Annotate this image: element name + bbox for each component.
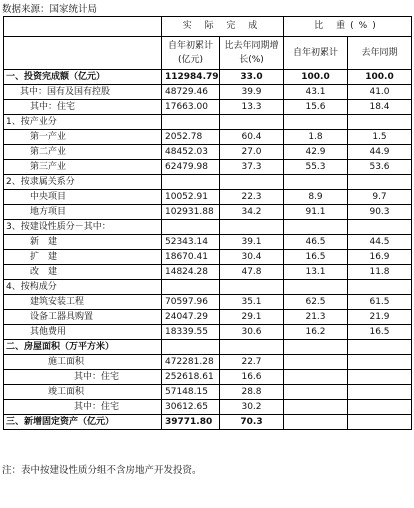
- header-blank-2: [4, 37, 162, 70]
- header-row-columns: [4, 37, 412, 70]
- cell-share-prev: [348, 385, 412, 400]
- row-label: 第三产业: [4, 160, 162, 175]
- cell-yoy: 35.1: [220, 295, 284, 310]
- row-label: 二、房屋面积（万平方米）: [4, 340, 162, 355]
- header-yoy-growth: 比去年同期增长(%): [220, 37, 284, 70]
- cell-ytd: 48452.03: [162, 145, 220, 160]
- cell-ytd: [162, 175, 220, 190]
- table-row: [4, 190, 412, 205]
- cell-share-prev: 18.4: [348, 100, 412, 115]
- cell-ytd: 472281.28: [162, 355, 220, 370]
- row-label: 其他费用: [4, 325, 162, 340]
- cell-share-prev: 41.0: [348, 85, 412, 100]
- cell-yoy: 34.2: [220, 205, 284, 220]
- cell-yoy: 39.9: [220, 85, 284, 100]
- cell-ytd: 14824.28: [162, 265, 220, 280]
- cell-share-ytd: 16.5: [284, 250, 348, 265]
- table-row: [4, 280, 412, 295]
- cell-yoy: 47.8: [220, 265, 284, 280]
- cell-share-ytd: 43.1: [284, 85, 348, 100]
- cell-share-prev: 44.5: [348, 235, 412, 250]
- cell-yoy: 28.8: [220, 385, 284, 400]
- row-label: 其中：住宅: [4, 370, 162, 385]
- cell-ytd: [162, 280, 220, 295]
- table-row: [4, 265, 412, 280]
- row-label: 新建: [4, 235, 162, 250]
- footnote: 注：表中按建设性质分组不含房地产开发投资。: [2, 465, 202, 476]
- cell-ytd: 57148.15: [162, 385, 220, 400]
- cell-share-ytd: [284, 280, 348, 295]
- cell-share-prev: [348, 280, 412, 295]
- cell-yoy: 22.3: [220, 190, 284, 205]
- row-label: 一、投资完成额（亿元）: [4, 70, 162, 85]
- cell-share-prev: 53.6: [348, 160, 412, 175]
- cell-yoy: [220, 280, 284, 295]
- cell-share-prev: [348, 415, 412, 430]
- cell-yoy: 22.7: [220, 355, 284, 370]
- row-label: 其中：国有及国有控股: [4, 85, 162, 100]
- header-share-ytd: 自年初累计: [284, 37, 348, 70]
- cell-share-prev: [348, 220, 412, 235]
- cell-yoy: 33.0: [220, 70, 284, 85]
- cell-ytd: 17663.00: [162, 100, 220, 115]
- table-row: [4, 370, 412, 385]
- table-row: [4, 310, 412, 325]
- cell-share-ytd: 91.1: [284, 205, 348, 220]
- row-label: 3、按建设性质分－其中：: [4, 220, 162, 235]
- cell-yoy: 60.4: [220, 130, 284, 145]
- table-row: [4, 205, 412, 220]
- cell-yoy: 30.2: [220, 400, 284, 415]
- cell-yoy: 16.6: [220, 370, 284, 385]
- cell-ytd: 62479.98: [162, 160, 220, 175]
- cell-ytd: 24047.29: [162, 310, 220, 325]
- cell-ytd: 39771.80: [162, 415, 220, 430]
- cell-ytd: 30612.65: [162, 400, 220, 415]
- cell-ytd: 70597.96: [162, 295, 220, 310]
- cell-ytd: 102931.88: [162, 205, 220, 220]
- cell-ytd: 252618.61: [162, 370, 220, 385]
- cell-share-ytd: 42.9: [284, 145, 348, 160]
- cell-yoy: [220, 175, 284, 190]
- cell-share-prev: 16.9: [348, 250, 412, 265]
- table-row: [4, 340, 412, 355]
- row-label: 其中：住宅: [4, 100, 162, 115]
- table-row: [4, 235, 412, 250]
- cell-ytd: 18670.41: [162, 250, 220, 265]
- cell-ytd: [162, 115, 220, 130]
- table-row: [4, 160, 412, 175]
- cell-share-prev: [348, 355, 412, 370]
- cell-share-ytd: 62.5: [284, 295, 348, 310]
- cell-yoy: 13.3: [220, 100, 284, 115]
- cell-share-ytd: 46.5: [284, 235, 348, 250]
- cell-share-ytd: 13.1: [284, 265, 348, 280]
- table-row: [4, 145, 412, 160]
- cell-share-ytd: [284, 175, 348, 190]
- table-row: [4, 295, 412, 310]
- cell-yoy: 39.1: [220, 235, 284, 250]
- row-label: 改建: [4, 265, 162, 280]
- cell-share-prev: [348, 175, 412, 190]
- table-row: [4, 70, 412, 85]
- cell-share-ytd: [284, 355, 348, 370]
- cell-yoy: [220, 220, 284, 235]
- table-row: [4, 250, 412, 265]
- table-row: [4, 355, 412, 370]
- cell-share-prev: [348, 115, 412, 130]
- cell-share-ytd: [284, 415, 348, 430]
- cell-share-ytd: [284, 400, 348, 415]
- cell-share-ytd: 21.3: [284, 310, 348, 325]
- header-ytd-amount: 自年初累计(亿元): [162, 37, 220, 70]
- row-label: 扩建: [4, 250, 162, 265]
- table-row: [4, 175, 412, 190]
- cell-share-prev: 11.8: [348, 265, 412, 280]
- cell-yoy: 70.3: [220, 415, 284, 430]
- cell-yoy: 37.3: [220, 160, 284, 175]
- cell-share-prev: 61.5: [348, 295, 412, 310]
- table-row: [4, 85, 412, 100]
- cell-share-prev: [348, 340, 412, 355]
- row-label: 第一产业: [4, 130, 162, 145]
- cell-ytd: 52343.14: [162, 235, 220, 250]
- header-actual-completion: 实 际 完 成: [162, 17, 284, 37]
- row-label: 第二产业: [4, 145, 162, 160]
- header-share-percent: 比 重(%): [284, 17, 412, 37]
- cell-share-prev: 44.9: [348, 145, 412, 160]
- row-label: 建筑安装工程: [4, 295, 162, 310]
- row-label: 1、按产业分: [4, 115, 162, 130]
- cell-yoy: 27.0: [220, 145, 284, 160]
- cell-share-prev: 1.5: [348, 130, 412, 145]
- table-row: [4, 115, 412, 130]
- cell-share-ytd: [284, 220, 348, 235]
- cell-share-ytd: 1.8: [284, 130, 348, 145]
- row-label: 竣工面积: [4, 385, 162, 400]
- cell-share-ytd: [284, 370, 348, 385]
- cell-share-ytd: 16.2: [284, 325, 348, 340]
- cell-yoy: 30.6: [220, 325, 284, 340]
- header-blank: [4, 17, 162, 37]
- row-label: 2、按隶属关系分: [4, 175, 162, 190]
- cell-share-ytd: 100.0: [284, 70, 348, 85]
- row-label: 施工面积: [4, 355, 162, 370]
- table-row: [4, 130, 412, 145]
- cell-share-ytd: [284, 385, 348, 400]
- cell-share-prev: 100.0: [348, 70, 412, 85]
- cell-yoy: [220, 340, 284, 355]
- cell-share-prev: 90.3: [348, 205, 412, 220]
- cell-yoy: 30.4: [220, 250, 284, 265]
- cell-share-ytd: 55.3: [284, 160, 348, 175]
- header-row-groups: [4, 17, 412, 37]
- table-row: [4, 220, 412, 235]
- cell-yoy: [220, 115, 284, 130]
- cell-share-ytd: 15.6: [284, 100, 348, 115]
- cell-yoy: 29.1: [220, 310, 284, 325]
- cell-share-ytd: [284, 115, 348, 130]
- cell-share-prev: [348, 400, 412, 415]
- cell-ytd: [162, 340, 220, 355]
- table-row: [4, 100, 412, 115]
- investment-statistics-table: [3, 16, 412, 430]
- cell-ytd: 2052.78: [162, 130, 220, 145]
- table-row: [4, 385, 412, 400]
- cell-share-prev: 21.9: [348, 310, 412, 325]
- row-label: 设备工器具购置: [4, 310, 162, 325]
- row-label: 4、按构成分: [4, 280, 162, 295]
- cell-share-prev: 9.7: [348, 190, 412, 205]
- header-share-prev: 去年同期: [348, 37, 412, 70]
- cell-ytd: 18339.55: [162, 325, 220, 340]
- table-row: [4, 415, 412, 430]
- cell-share-prev: [348, 370, 412, 385]
- cell-ytd: 112984.79: [162, 70, 220, 85]
- data-source-label: 数据来源：国家统计局: [2, 4, 98, 15]
- cell-share-ytd: 8.9: [284, 190, 348, 205]
- row-label: 地方项目: [4, 205, 162, 220]
- row-label: 三、新增固定资产（亿元）: [4, 415, 162, 430]
- row-label: 其中：住宅: [4, 400, 162, 415]
- cell-ytd: [162, 220, 220, 235]
- cell-share-prev: 16.5: [348, 325, 412, 340]
- cell-ytd: 10052.91: [162, 190, 220, 205]
- cell-share-ytd: [284, 340, 348, 355]
- table-row: [4, 400, 412, 415]
- table-row: [4, 325, 412, 340]
- row-label: 中央项目: [4, 190, 162, 205]
- cell-ytd: 48729.46: [162, 85, 220, 100]
